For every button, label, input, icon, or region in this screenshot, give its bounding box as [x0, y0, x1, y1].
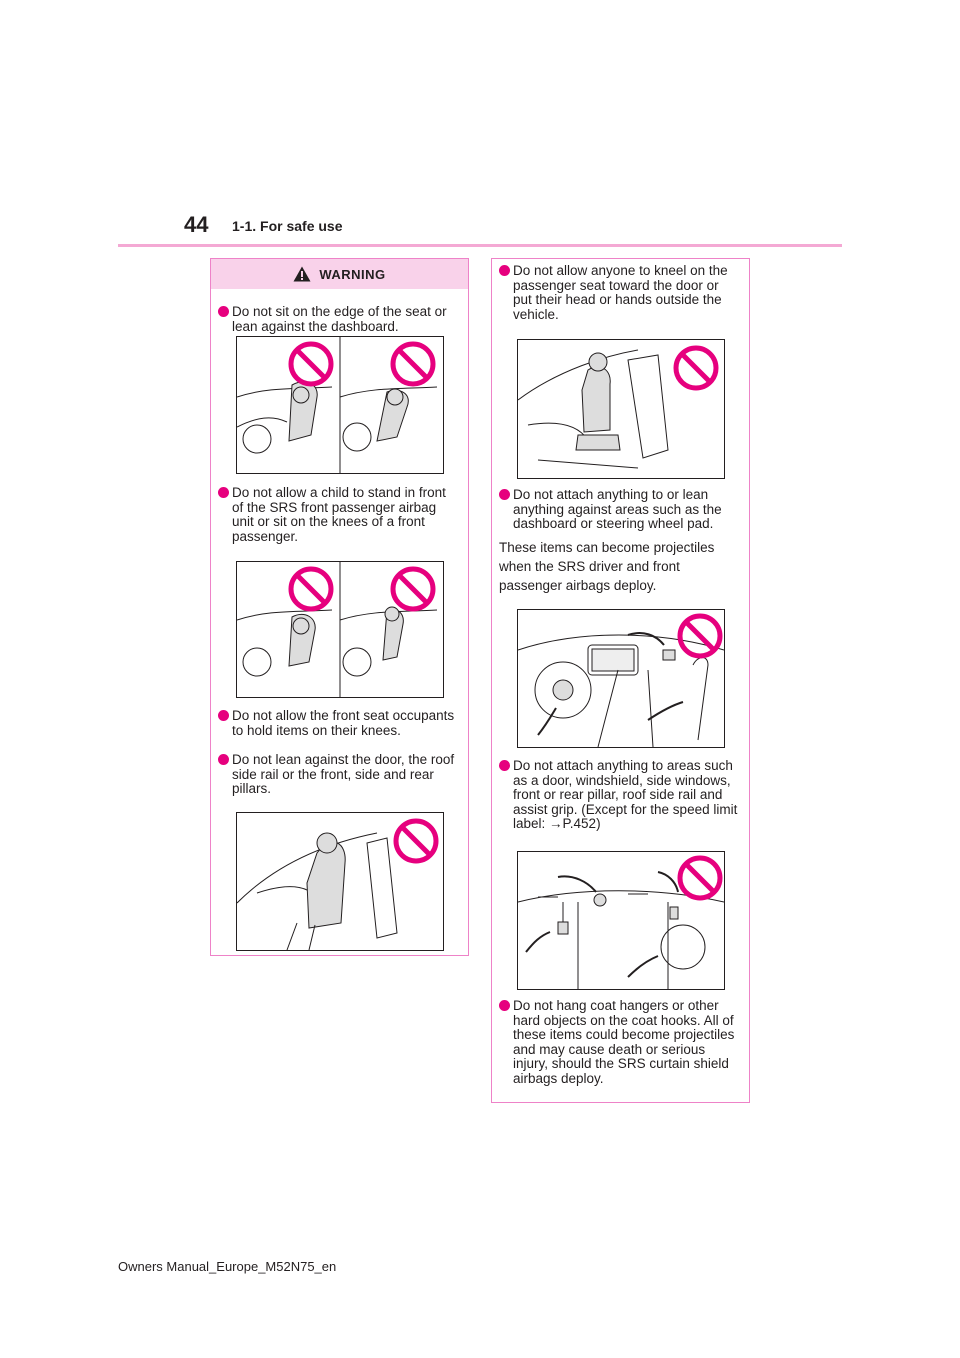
bullet-icon [218, 754, 229, 765]
illustration-leaning-door [236, 812, 444, 951]
warning-header [211, 259, 468, 289]
bullet-icon [218, 487, 229, 498]
prohibition-icon [680, 616, 720, 656]
prohibition-icon [393, 344, 433, 384]
list-item [499, 264, 739, 322]
bullet-icon [218, 710, 229, 721]
illustration-sitting-edge [236, 336, 444, 474]
item-text: Do not sit on the edge of the seat or lean against the dashboard. [232, 304, 447, 334]
section-title: 1-1. For safe use [232, 218, 343, 234]
item-text: Do not attach anything to areas such as a door, windshield, side windows, front or rear pillar, roof side rail and assist grip. (Except for the speed limit label: →P.452) [513, 758, 738, 831]
list-item [499, 999, 739, 1086]
item-text: Do not hang coat hangers or other hard objects on the coat hooks. All of these items could become projectiles and may cause death or serious injury, should the SRS curtain shield airbags deploy. [513, 998, 735, 1086]
warning-title: WARNING [319, 266, 386, 282]
list-item [218, 709, 458, 738]
illustration-door-pillar [517, 851, 725, 990]
page-number: 44 [184, 212, 209, 237]
bullet-icon [499, 489, 510, 500]
warning-box-right [491, 258, 750, 1103]
bullet-icon [499, 1000, 510, 1011]
list-item [218, 486, 458, 544]
prohibition-icon [291, 344, 331, 384]
prohibition-icon [396, 821, 436, 861]
prohibition-icon [393, 569, 433, 609]
list-item [218, 305, 458, 334]
item-text: Do not allow anyone to kneel on the passenger seat toward the door or put their head or hands outside the vehicle. [513, 263, 728, 322]
item-text: Do not attach anything to or lean anything against areas such as the dashboard or steering wheel pad. [513, 487, 722, 531]
prohibition-icon [291, 569, 331, 609]
prohibition-icon [680, 858, 720, 898]
projectile-note: These items can become projectiles when the SRS driver and front passenger airbags deploy. [499, 540, 715, 593]
item-text: Do not lean against the door, the roof side rail or the front, side and rear pillars. [232, 752, 455, 796]
bullet-icon [499, 265, 510, 276]
bullet-icon [499, 760, 510, 771]
warning-box-left [210, 258, 469, 956]
illustration-dashboard [517, 609, 725, 748]
item-text: Do not allow a child to stand in front of the SRS front passenger airbag unit or sit on the knees of a front passenger. [232, 485, 446, 544]
illustration-child-standing [236, 561, 444, 698]
item-text: Do not allow the front seat occupants to hold items on their knees. [232, 708, 455, 738]
warning-triangle-icon [293, 266, 311, 282]
list-item [499, 759, 739, 832]
footer-text: Owners Manual_Europe_M52N75_en [118, 1259, 337, 1274]
header-rule [118, 244, 842, 247]
list-item [499, 488, 739, 532]
illustration-kneeling [517, 339, 725, 479]
prohibition-icon [676, 348, 716, 388]
list-item [218, 753, 458, 797]
bullet-icon [218, 306, 229, 317]
